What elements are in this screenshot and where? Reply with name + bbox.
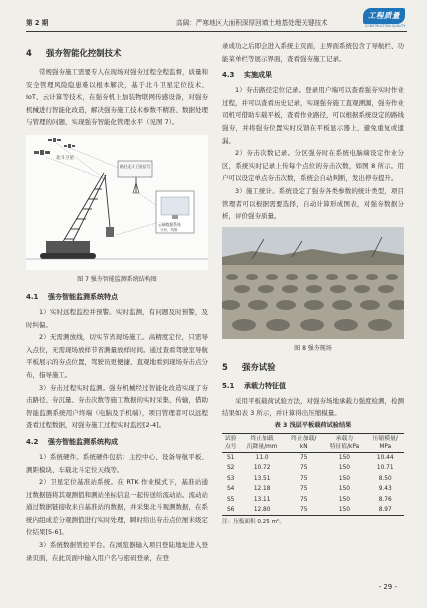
paragraph: 采用平板载荷试验方法，对强夯场地承载力强度检测，检测结果如表 3 所示，并计算得出压缩模量。 xyxy=(222,396,404,418)
paragraph: 2）卫星定位基准站系统。在 RTK 作业模式下，基准站通过数据链将其观测值和测站坐标信息一起传送给流动站。流动站通过数据链接收来自基准站的数据，并采集北斗观测数据，在系统内组成差分观测值进行实时处理，瞬时给出夯击点位厘米级定位结果[5-6]。 xyxy=(26,478,208,537)
page-number: - 29 - xyxy=(378,583,397,591)
table-cell: S2 xyxy=(226,465,235,472)
table-cell: 11.0 xyxy=(255,454,269,461)
table-cell: 75 xyxy=(300,486,308,493)
platform-label: 云端数据系统 xyxy=(158,221,181,227)
column-header: 压缩模量/ MPa xyxy=(366,433,404,452)
station-label: 路径北斗卫星信号 xyxy=(120,163,151,169)
table-cell: 13.11 xyxy=(253,496,271,503)
subsection-number: 4.2 xyxy=(26,437,39,446)
right-column xyxy=(222,40,404,527)
column-header: 终止加载/ kN xyxy=(285,433,323,452)
monitor-icon xyxy=(161,197,189,215)
table-cell: 9.43 xyxy=(378,486,392,493)
table-cell: S3 xyxy=(226,475,235,482)
table-cell: S4 xyxy=(226,486,235,493)
paragraph: 3）夯击过程实时监测。强夯机械经过智能化改造实现了夯击路径、夯沉量、夯击次数等施工数据的实时采集、传输，借助智能监测系统用户终端（电脑及手机端），项目管理者可以远程查看过程数据，对强夯施工过程实时监控[2-4]。 xyxy=(26,383,208,430)
table-cell: 150 xyxy=(338,454,350,461)
table-cell: 150 xyxy=(338,486,350,493)
section-4-1-heading xyxy=(26,291,208,304)
table-cell: 10.72 xyxy=(253,465,271,472)
table-cell: S1 xyxy=(226,454,235,461)
figure-8-photo xyxy=(222,227,404,339)
table-cell: 8.76 xyxy=(378,496,392,503)
table-cell: 75 xyxy=(285,505,323,516)
table-cell: 12.80 xyxy=(239,505,285,516)
section-5-heading xyxy=(222,360,404,374)
paragraph: 1）系统硬件。系统硬件包括：主控中心、设备导航平板、测距模块、车载北斗定位天线等。 xyxy=(26,452,208,474)
table-cell: 75 xyxy=(300,475,308,482)
table-cell: 150 xyxy=(338,475,350,482)
crane-icon xyxy=(61,173,110,245)
table-row xyxy=(222,452,404,463)
left-column xyxy=(26,40,208,564)
subsection-number: 5.1 xyxy=(222,381,235,390)
satellite-label: 北斗卫星 xyxy=(56,155,74,161)
compaction-site-photo xyxy=(222,227,404,339)
journal-logo xyxy=(363,6,405,28)
section-title: 强夯试验 xyxy=(242,361,276,372)
hammer-weight xyxy=(106,227,114,237)
table-note: 注：压板面积 0.25 m²。 xyxy=(222,519,285,526)
column-header: 承载力 特征值/kPa xyxy=(322,433,366,452)
paragraph-continued: 录成功之后即会进入系统主页面，主界面系统包含了导航栏、功能菜单栏等展示界面，查看强夯施工记录。 xyxy=(222,42,404,63)
system-structure-diagram xyxy=(26,135,208,270)
subsection-title: 强夯智能监测系统特点 xyxy=(48,292,118,301)
crane-tracks xyxy=(40,253,96,259)
table-row xyxy=(222,505,404,516)
paragraph: 2）夯击次数记录。分区强夯时在系统电脑端设定作业分区，系统实时记录上传每个点位的夯击次数，如图 8 所示。用户可以设定单点夯击次数，系统会自动判断，发出停夯提升。 xyxy=(222,149,404,183)
subsection-title: 承载力特征值 xyxy=(244,381,286,390)
section-4-2-heading xyxy=(26,436,208,449)
platform-sub-label: 分析、判断 xyxy=(160,227,178,232)
section-4-heading xyxy=(26,46,208,60)
section-number: 5 xyxy=(222,361,228,372)
subsection-number: 4.1 xyxy=(26,292,39,301)
paragraph: 1）夯击路径定位记录。登录用户端可以查看强夯实时作业过程，并可以查看历史记录，实现强夯施工直观溯源，强夯作业司机可借助车载平板，查看作业路径，可以根据系统设定的路线强夯，并将强夯位置实时反馈在平板显示器上，避免重复或遗漏。 xyxy=(222,86,404,145)
running-title: 高阔：严寒地区大面积深厚回填土地基处理关键技术 xyxy=(176,19,328,27)
load-test-table xyxy=(222,433,404,516)
figure-7-caption: 图 7 强夯智能监测系统结构图 xyxy=(77,275,157,283)
section-number: 4 xyxy=(26,48,32,58)
section-4-3-heading xyxy=(222,69,404,82)
table-cell: 75 xyxy=(300,465,308,472)
table-cell: 10.71 xyxy=(376,465,394,472)
table-cell: 150 xyxy=(338,496,350,503)
table-cell: 75 xyxy=(300,496,308,503)
section-5-1-heading xyxy=(222,380,404,393)
table-cell: 8.50 xyxy=(378,475,392,482)
section-4-intro: 常规强夯施工需要专人在现场对强夯过程全程监督，质量和安全管理风险隐患难以根本解决，基于北斗卫星定位技术、IoT、云计算等技术，在强夯机上加装物联网传感设备，对强夯机械进行智能化改造，解决强夯施工技术参数不精准、数据处理与管理的问题，实现强夯智能化管理水平（见图 7）。 xyxy=(26,68,208,127)
table-cell: S6 xyxy=(222,505,239,516)
figure-8-caption: 图 8 强夯现场 xyxy=(294,344,332,352)
subsection-number: 4.3 xyxy=(222,71,235,80)
table-row xyxy=(222,463,404,473)
paragraph: 2）无需测放线，切实节省现场施工。高精度定位，只需导入点位，无需现场放样节省测量放样时间。通过查看驾驶室导航平板展示的夯点位置，驾驶员更便捷、直观地看到现场夯击点分布，指导施工。 xyxy=(26,333,208,379)
table-cell: 10.44 xyxy=(376,454,394,461)
page-header xyxy=(26,6,407,32)
table-row xyxy=(222,495,404,505)
paragraph: 1）实时远程监控并预警。实时监测，有问题及时预警，及时纠偏。 xyxy=(26,307,208,329)
section-title: 强夯智能化控制技术 xyxy=(46,48,122,58)
table-cell: 8.97 xyxy=(366,505,404,516)
logo-brand-text: 工程质量 xyxy=(363,8,405,24)
table-cell: 75 xyxy=(300,454,308,461)
subsection-title: 实施成果 xyxy=(244,71,272,80)
table-row xyxy=(222,484,404,494)
table-row xyxy=(222,474,404,484)
table-3-caption: 表 3 浅层平板载荷试验结果 xyxy=(274,421,352,429)
paragraph: 3）系统数据管控平台。在浏览器输入项目登陆地址进入登录页面，在此页面中输入用户名与密码登录，在登 xyxy=(26,541,208,562)
subsection-title: 强夯智能监测系统构成 xyxy=(48,437,118,446)
issue-number: 第 2 期 xyxy=(26,19,49,27)
figure-7-diagram xyxy=(26,135,208,270)
column-header: 试验 点号 xyxy=(222,433,239,452)
logo-sub-text: CONSTRUCTION QUALITY xyxy=(365,24,406,28)
table-cell: 12.18 xyxy=(253,486,271,493)
table-header-row xyxy=(222,433,404,452)
table-cell: 150 xyxy=(322,505,366,516)
table-cell: 13.51 xyxy=(253,475,271,482)
table-cell: S5 xyxy=(226,496,235,503)
paragraph: 3）施工统计。系统设定了强夯各类参数的统计类型，项目管理者可以根据需要选择，自动计算形成图表，对强夯数据分析，评价强夯质量。 xyxy=(222,186,404,221)
table-cell: 150 xyxy=(338,465,350,472)
column-header: 终止加载 沉降量/mm xyxy=(239,433,285,452)
crane-body xyxy=(46,241,90,253)
